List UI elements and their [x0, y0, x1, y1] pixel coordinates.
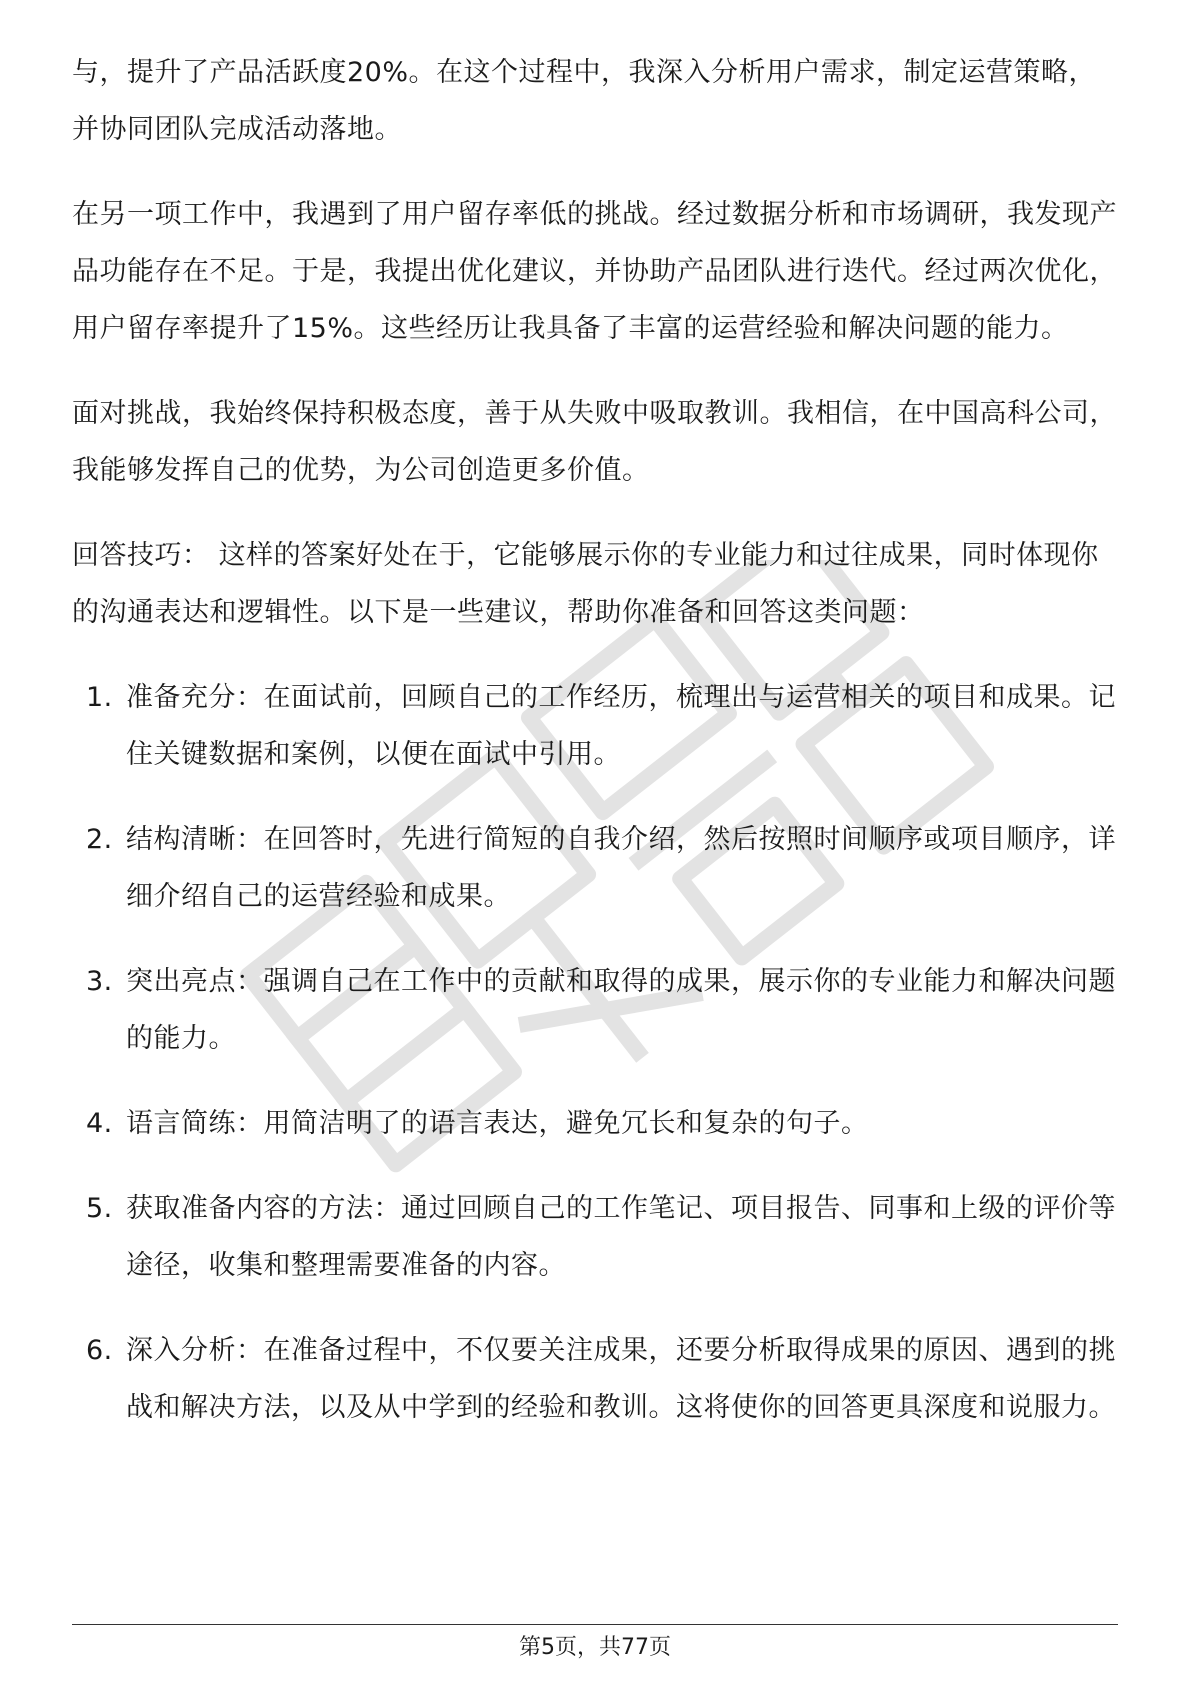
paragraph-answer-tips-intro: 回答技巧： 这样的答案好处在于，它能够展示你的专业能力和过往成果，同时体现你的沟通表达和逻辑性。以下是一些建议，帮助你准备和回答这类问题：	[72, 540, 1099, 628]
list-item-number: 1.	[86, 682, 113, 713]
list-item-number: 4.	[86, 1108, 113, 1139]
list-item	[72, 669, 1118, 783]
list-item-number: 2.	[86, 824, 113, 855]
list-item-text: 突出亮点：强调自己在工作中的贡献和取得的成果，展示你的专业能力和解决问题的能力。	[126, 966, 1116, 1054]
list-item	[72, 1180, 1118, 1294]
list-item	[72, 1095, 1118, 1152]
page-content	[72, 44, 1118, 1464]
list-item-number: 3.	[86, 966, 113, 997]
paragraph-continuation: 与，提升了产品活跃度20%。在这个过程中，我深入分析用户需求，制定运营策略，并协同团队完成活动落地。	[72, 57, 1097, 145]
paragraph-attitude: 面对挑战，我始终保持积极态度，善于从失败中吸取教训。我相信，在中国高科公司，我能够发挥自己的优势，为公司创造更多价值。	[72, 398, 1117, 486]
list-item-text: 结构清晰：在回答时，先进行简短的自我介绍，然后按照时间顺序或项目顺序，详细介绍自己的运营经验和成果。	[126, 824, 1116, 912]
list-item	[72, 811, 1118, 925]
list-item	[72, 1322, 1118, 1436]
footer-divider	[72, 1624, 1118, 1625]
list-item-text: 准备充分：在面试前，回顾自己的工作经历，梳理出与运营相关的项目和成果。记住关键数据和案例，以便在面试中引用。	[126, 682, 1116, 770]
list-item-number: 6.	[86, 1335, 113, 1366]
list-item-text: 获取准备内容的方法：通过回顾自己的工作笔记、项目报告、同事和上级的评价等途径，收集和整理需要准备的内容。	[126, 1193, 1116, 1281]
tips-list	[72, 669, 1118, 1436]
list-item-text: 深入分析：在准备过程中，不仅要关注成果，还要分析取得成果的原因、遇到的挑战和解决方法，以及从中学到的经验和教训。这将使你的回答更具深度和说服力。	[126, 1335, 1116, 1423]
list-item	[72, 953, 1118, 1067]
list-item-number: 5.	[86, 1193, 113, 1224]
page-number: 第5页，共77页	[519, 1635, 671, 1660]
list-item-text: 语言简练：用简洁明了的语言表达，避免冗长和复杂的句子。	[126, 1108, 869, 1139]
paragraph-retention-challenge: 在另一项工作中，我遇到了用户留存率低的挑战。经过数据分析和市场调研，我发现产品功能存在不足。于是，我提出优化建议，并协助产品团队进行迭代。经过两次优化，用户留存率提升了15%。这些经历让我具备了丰富的运营经验和解决问题的能力。	[72, 199, 1117, 344]
